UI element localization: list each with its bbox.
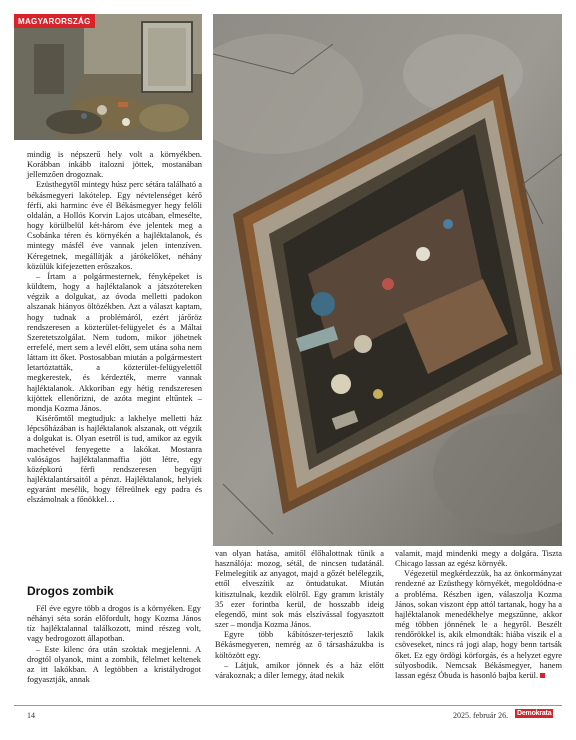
photo-rubbish-corner bbox=[14, 14, 202, 140]
brand-logo: Demokrata bbox=[517, 710, 552, 717]
paragraph: van olyan hatása, amitől élőhalottnak tűnik a használója: mozog, sétál, de nincsen tudatánál. Felmelegítik az anyagot, majd a gőzét belélegzik, ettől elveszítik az öntudatukat. Miután kitisztulnak, kezdik elölről. Egy gramm kristály 35 ezer forintba kerül, de hosszabb ideig elegendő, mint sok más elszívással fogyasztott szer – mondja Kozma János. bbox=[215, 549, 384, 630]
footer-rule bbox=[14, 705, 562, 706]
paragraph: Ezüsthegytől mintegy húsz perc sétára található a békásmegyeri lakótelep. Egy névtelenséget kérő férfi, aki harminc éve él Békásmegyer hegy felőli oldalán, a Hollós Korvin Lajos utcában, elmesélte, hogy körülbelül két-három éve jelentek meg a Csobánka téren és környékén a hajléktalanok, és mintegy másfél éve vannak jelen intenzíven. Kéregetnek, megállítják a járókelőket, néhány közülük kifejezetten erőszakos. bbox=[27, 180, 202, 271]
rubbish-corner-image bbox=[14, 14, 202, 140]
paragraph-last bbox=[395, 569, 562, 681]
manhole-image bbox=[213, 14, 562, 546]
paragraph: – Írtam a polgármesternek, fényképeket is küldtem, hogy a hajléktalanok a játszótereken végzik a dolgukat, az óvoda melletti padokon alszanak hiányos öltözékben. Azt a választ kaptam, hogy tudnak a problémáról, ezért járőröz rendszeresen a közterület-felügyelet és a Máltai Szeretetszolgálat. Nem tudom, mikor jöhetnek errefelé, mert sem a levél előtt, sem utána soha nem láttam itt őket. Postosabban miután a polgármestert letartóztatták, a közterület-felügyelettől megkerestek, és kérdezték, merre vannak hajléktalanok. Akkoriban egy hétig rendszeresen kijöttek ellenőrizni, de azóta megint eltűntek – mondja Kozma János. bbox=[27, 271, 202, 413]
section-tag: MAGYARORSZÁG bbox=[14, 14, 95, 28]
end-of-article-mark bbox=[540, 673, 545, 678]
paragraph-text: Végezetül megkérdezzük, ha az önkormányzat rendezné az Ezüsthegy környékét, megoldódna-e a probléma. Részben igen, válaszolja Kozma János, sokan viszont épp attól tartanak, hogy ha a hajléktalanok menedékhelye megszűnne, akkor még többen jönnének le a hegyről. Beszélt rendőrökkel is, akik elmondták: hiába viszik el a csöveseket, nincs rá jogi alap, hogy benn tartsák őket. Ez egy ördögi körforgás, és a helyzet egyre súlyosbodik. Nemcsak Békásmegyer, hanem lassan egész Óbuda is hasonló bajba kerül. bbox=[395, 569, 562, 680]
paragraph: Kísérőmtől megtudjuk: a lakhelye melletti ház lépcsőházában is hajléktalanok alszanak, ott végzik a dolgukat is. Olyan esetről is tud, amikor az egyik machetével fenyegette a lakókat. Mostanra valóságos hajléktalanmaffia jött létre, egy középkorú férfi rendszeresen begyűjti hajléktalantársaitól a pénzt. Hajléktalanok, helyiek egyaránt mesélik, hogy félreülnek egy padra és elszámolnak a főnökkel… bbox=[27, 414, 202, 505]
issue-date: 2025. február 26. bbox=[453, 711, 509, 720]
subheading: Drogos zombik bbox=[27, 584, 114, 598]
paragraph: – Látjuk, amikor jönnek és a ház előtt várakoznak; a díler lemegy, átad nekik bbox=[215, 660, 384, 680]
paragraph: mindig is népszerű hely volt a környékben. Korábban inkább italozni jöttek, mostanában jellemzően drogoznak. bbox=[27, 150, 202, 180]
paragraph: Egyre több kábítószer-terjesztő lakik Békásmegyeren, nemrég az ő társasházukba is költözött egy. bbox=[215, 630, 384, 660]
article-column-1 bbox=[27, 150, 202, 505]
photo-open-manhole-with-debris bbox=[213, 14, 562, 546]
article-column-2 bbox=[27, 604, 201, 685]
article-column-4 bbox=[395, 549, 562, 681]
article-column-3 bbox=[215, 549, 384, 681]
paragraph: valamit, majd mindenki megy a dolgára. Tiszta Chicago lassan az egész környék. bbox=[395, 549, 562, 569]
paragraph: – Este kilenc óra után szoktak megjelenni. A drogtól olyanok, mint a zombik, félelmet keltenek az itt lakókban. A legtöbben a kristálydrogot fogyasztják, annak bbox=[27, 644, 201, 685]
page-number: 14 bbox=[27, 711, 35, 720]
paragraph: Fél éve egyre több a drogos is a környéken. Egy néhányi séta során előfordult, hogy Kozma János tíz hajléktalannal találkozott, mind részeg volt, vagy bedrogozott állapotban. bbox=[27, 604, 201, 644]
